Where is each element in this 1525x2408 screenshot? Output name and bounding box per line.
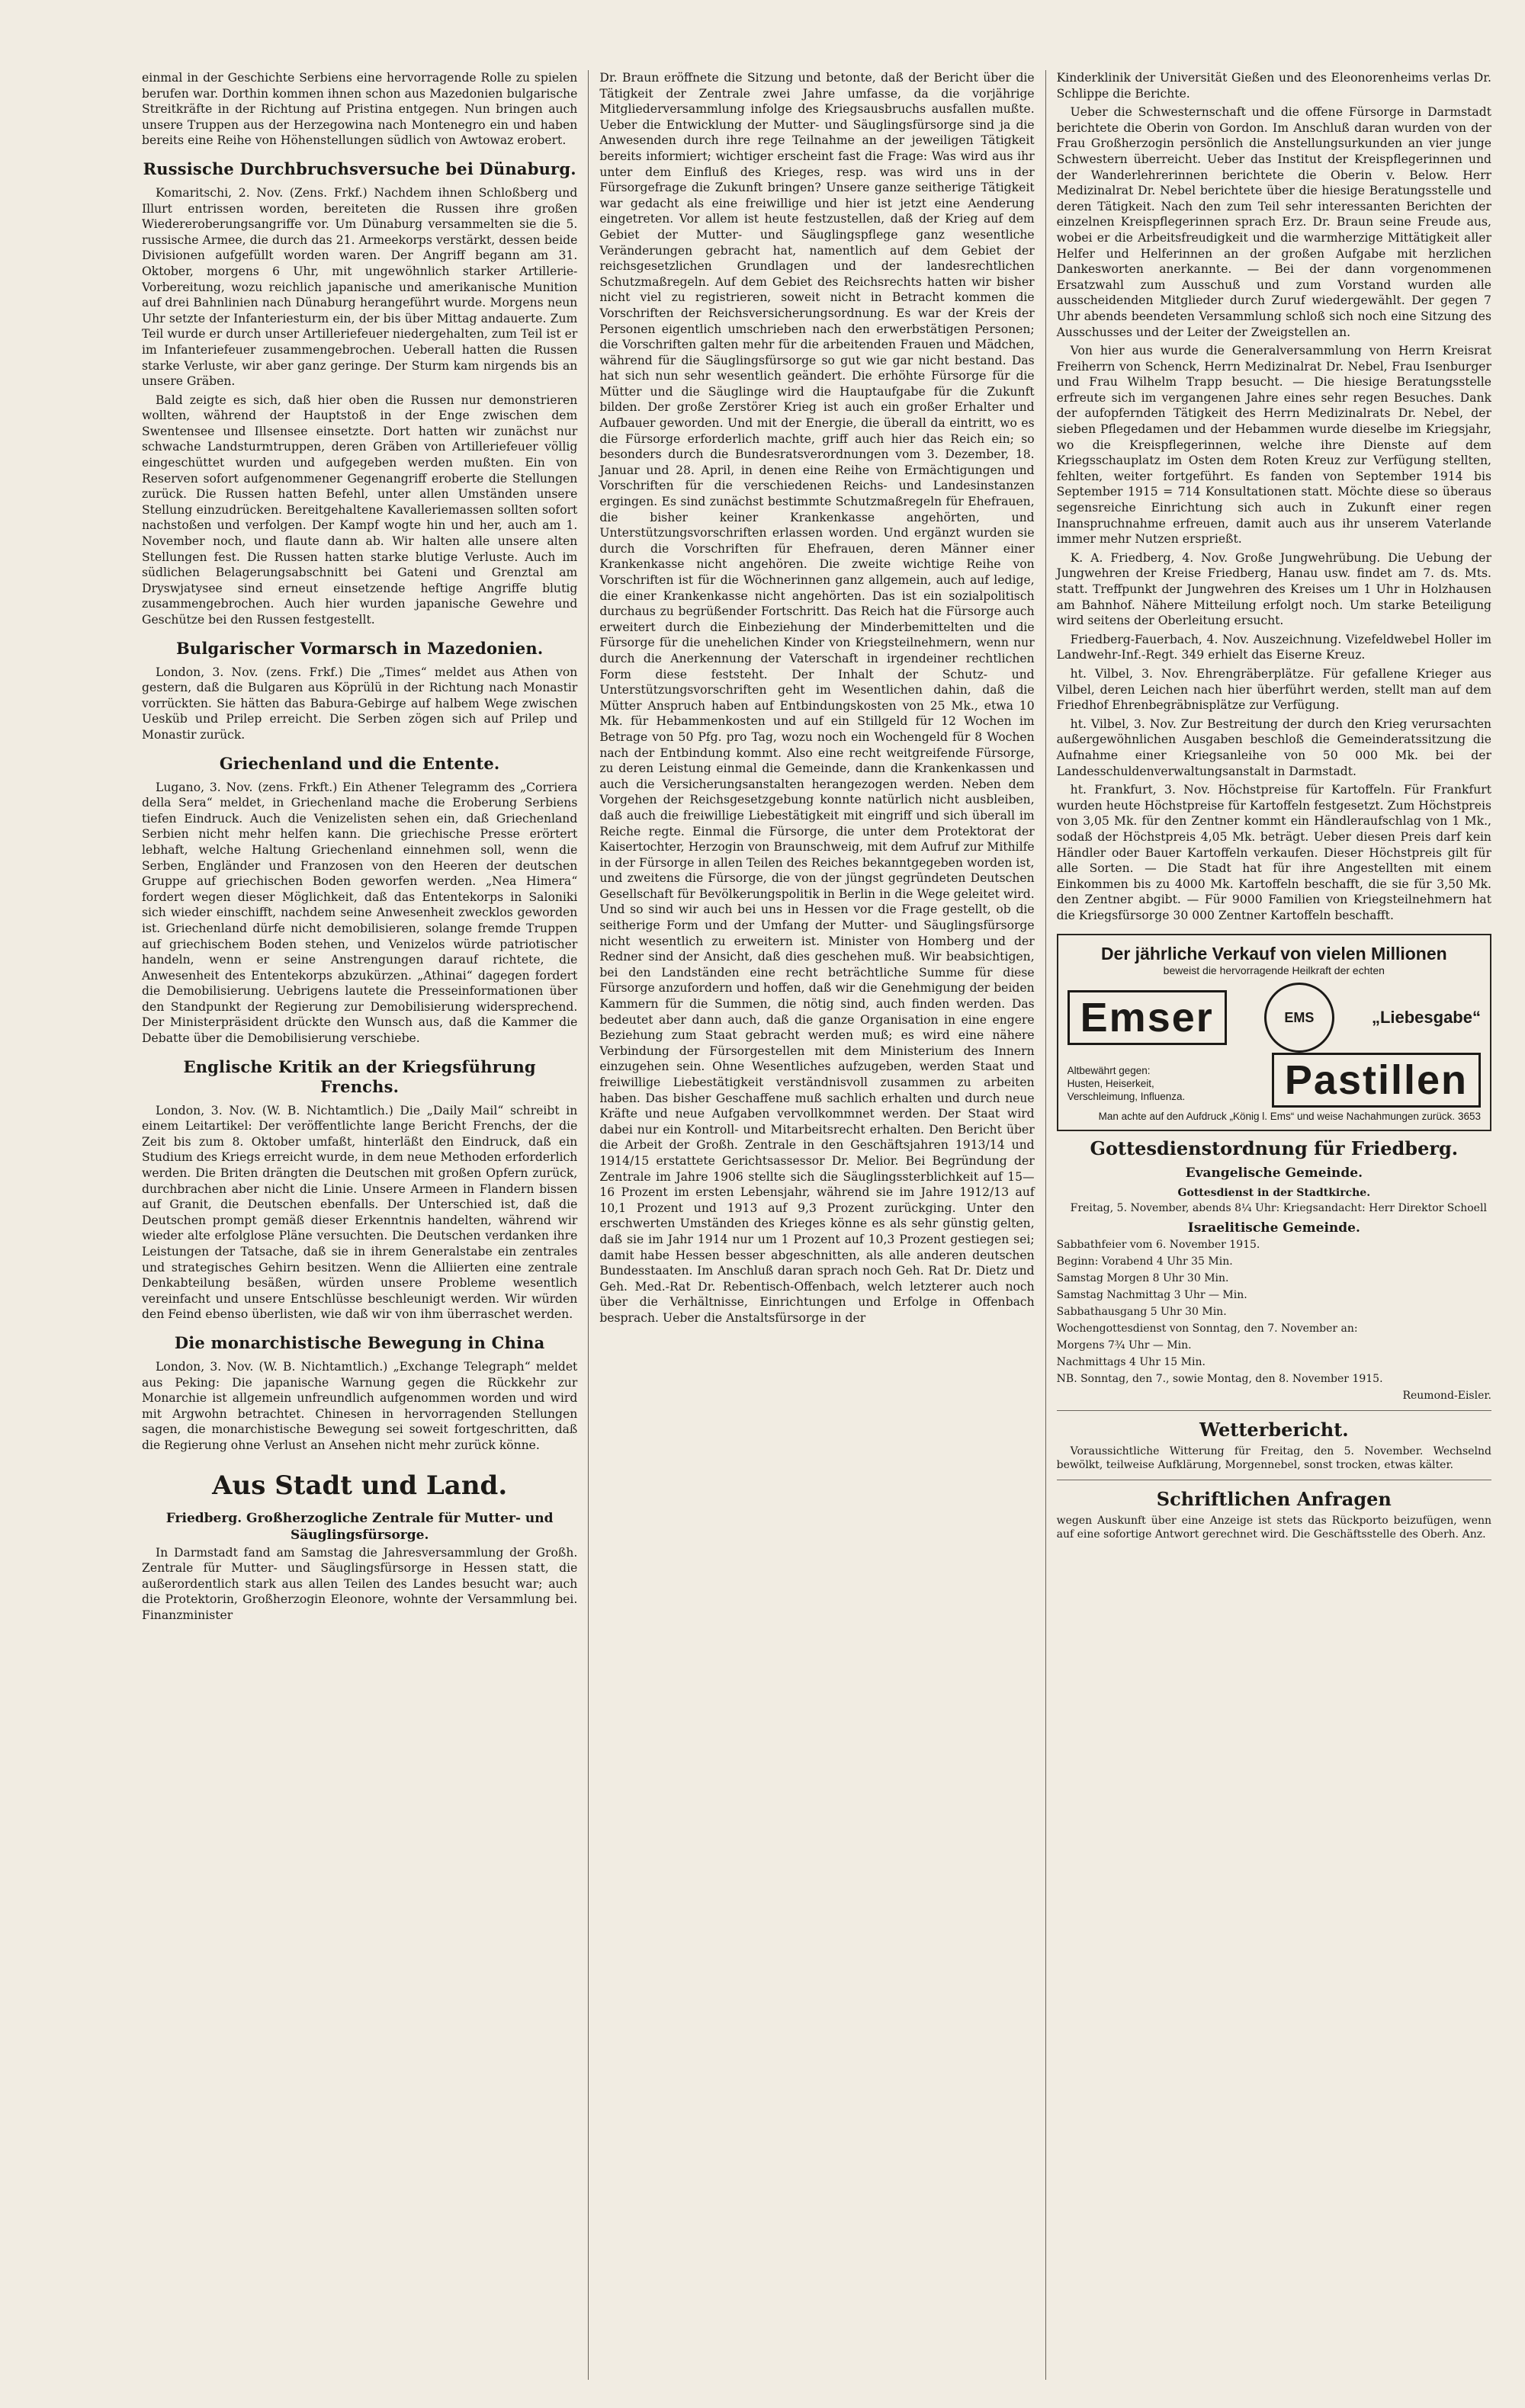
ad-brand: Emser bbox=[1068, 990, 1227, 1045]
article-china: London, 3. Nov. (W. B. Nichtamtlich.) „Exchange Telegraph“ meldet aus Peking: Die japanische Warnung gegen die Rückkehr zur Monarchie ist allgemein unfreundlich aufgenommen worden und wird mit Argwohn betrachtet. Chinesen in hervorragenden Stellungen sagen, die monarchistische Bewegung sei soweit fortgeschritten, daß die Regierung ohne Verlust an Ansehen nicht mehr zurück könne. bbox=[142, 1359, 578, 1452]
article-beratungsstelle: Von hier aus wurde die Generalversammlung von Herrn Kreisrat Freiherrn von Schenck, Herrn Medizinalrat Dr. Nebel, Frau Isenburger und Frau Wilhelm Trapp besucht. — Die hiesige Beratungsstelle erfreute sich im vergangenen Jahre eines sehr regen Besuches. Dank der aufopfernden Tätigkeit des Herrn Medizinalrats Dr. Nebel, der sieben Pflegedamen und der Hebammen wurde dieselbe im Kriegsjahr, wo die Kreispflegerinnen, welche ihre Dienste auf dem Kriegsschauplatz im Osten dem Roten Kreuz zur Verfügung stellten, fehlten, weiter fortgeführt. Es fanden von September 1914 bis September 1915 = 714 Konsultationen statt. Möchte diese so überaus segensreiche Einrichtung sich auch in Zukunft einer regen Inanspruchnahme erfreuen, damit auch aus ihr unserem Vaterlande immer mehr Nutzen ersprießt. bbox=[1056, 344, 1491, 547]
isr-signature: Reumond-Eisler. bbox=[1402, 1390, 1491, 1403]
column-2 bbox=[588, 70, 1045, 2380]
weather-text: Voraussichtliche Witterung für Freitag, den 5. November. Wechselnd bewölkt, teilweise Aufklärung, Morgennebel, sonst trocken, etwas kälter. bbox=[1056, 1445, 1491, 1472]
headline-greece: Griechenland und die Entente. bbox=[219, 753, 500, 773]
ev-heading: Evangelische Gemeinde. bbox=[1185, 1166, 1363, 1182]
column-3 bbox=[1045, 70, 1502, 2380]
ev-subheading: Gottesdienst in der Stadtkirche. bbox=[1177, 1187, 1371, 1200]
headline-duenaburg: Russische Durchbruchsversuche bei Dünaburg. bbox=[143, 159, 576, 178]
ad-line-3: Verschleimung, Influenza. bbox=[1067, 1090, 1186, 1102]
isr-line-2: Beginn: Vorabend 4 Uhr 35 Min. bbox=[1056, 1255, 1233, 1268]
article-zentrale-end: Kinderklinik der Universität Gießen und des Eleonorenheims verlas Dr. Schlippe die Berichte. bbox=[1056, 71, 1491, 101]
ad-subline: beweist die hervorragende Heilkraft der echten bbox=[1163, 964, 1385, 977]
column-container bbox=[131, 70, 1502, 2380]
anfragen-text: wegen Auskunft über eine Anzeige ist stets das Rückporto beizufügen, wenn auf eine sofortige Antwort gerechnet wird. Die Geschäftsstelle des Oberh. Anz. bbox=[1056, 1515, 1491, 1541]
isr-line-7: Morgens 7¾ Uhr — Min. bbox=[1056, 1339, 1192, 1352]
isr-line-6: Wochengottesdienst von Sonntag, den 7. November an: bbox=[1056, 1323, 1358, 1335]
serbia-intro: einmal in der Geschichte Serbiens eine hervorragende Rolle zu spielen berufen war. Dorthin kommen ihnen schon aus Mazedonien bulgarische Streitkräfte in der Richtung auf Pristina entgegen. Nun bringen auch unsere Truppen aus der Herzegowina nach Montenegro ein und haben bereits eine Reihe von Höhenstellungen südlich von Awtowaz erobert. bbox=[142, 71, 578, 148]
article-zentrale-start: In Darmstadt fand am Samstag die Jahresversammlung der Großh. Zentrale für Mutter- und Säuglingsfürsorge in Hessen statt, die außerordentlich stark aus allen Teilen des Landes besucht war; auch die Protektorin, Großherzogin Eleonore, wohnte der Versammlung bei. Finanzminister bbox=[142, 1545, 578, 1622]
ad-headline: Der jährliche Verkauf von vielen Millionen bbox=[1100, 944, 1447, 964]
isr-line-4: Samstag Nachmittag 3 Uhr — Min. bbox=[1056, 1289, 1247, 1302]
ad-product: Pastillen bbox=[1272, 1053, 1481, 1108]
article-duenaburg-2: Bald zeigte es sich, daß hier oben die Russen nur demonstrieren wollten, während der Hauptstoß in der Enge zwischen dem Swentensee und Illsensee einsetzte. Dort hatten wir zunächst nur schwache Landsturmtruppen, deren Gräben von Artilleriefeuer völlig eingeschüttet wurden und aufgegeben werden mußten. Ein von Reserven sofort aufgenommener Gegenangriff eroberte die Stellungen zurück. Die Russen hatten Befehl, unter allen Umständen unsere Stellung einzudrücken. Bereitgehaltene Kavalleriemassen sollten sofort nachstoßen und verfolgen. Der Kampf wogte hin und her, auch am 1. November noch, und flaute dann ab. Wir halten alle unsere alten Stellungen fest. Die Russen hatten starke blutige Verluste. Auch im südlichen Belagerungsabschnitt bei Gateni und Grenztal am Dryswjatysee sind erneut einsetzende heftige Angriffe blutig zusammengebrochen. Auch hier wurden japanische Gewehre und Geschütze bei den Russen festgestellt. bbox=[142, 393, 578, 627]
ad-code: 3653 bbox=[1457, 1111, 1481, 1123]
ad-footnote bbox=[1068, 1111, 1481, 1122]
ad-brand-row bbox=[1068, 983, 1481, 1053]
ad-line-2: Husten, Heiserkeit, bbox=[1067, 1077, 1154, 1089]
ev-service: Freitag, 5. November, abends 8¼ Uhr: Kriegsandacht: Herr Direktor Schoell bbox=[1070, 1202, 1487, 1215]
notice-kriegsanleihe: ht. Vilbel, 3. Nov. Zur Bestreitung der durch den Krieg verursachten außergewöhnlichen Ausgaben beschloß die Gemeinderatssitzung die Aufnahme einer Kriegsanleihe von 50 000 Mk. bei der Landesschuldenverwaltungsanstalt in Darmstadt. bbox=[1056, 717, 1491, 778]
article-schwesternschaft: Ueber die Schwesternschaft und die offene Fürsorge in Darmstadt berichtete die Oberin von Gordon. Im Anschluß daran wurden von der Frau Großherzogin persönlich die Anstellungsurkunden an vier junge Schwestern überreicht. Ueber das Institut der Kreispflegerinnen und der Wanderlehrerinnen berichtete die Oberin v. Below. Herr Medizinalrat Dr. Nebel berichtete über die hiesige Beratungsstelle und deren Tätigkeit. Nach den zum Teil sehr interessanten Berichten der einzelnen Kreispflegerinnen sprach Erz. Dr. Braun seine Freude aus, wobei er die Arbeitsfreudigkeit und die warmherzige Mittätigkeit aller Helfer und Helferinnen an der großen Aufgabe mit herzlichen Dankesworten anerkannte. — Bei der dann vorgenommenen Ersatzwahl zum Ausschuß und zum Vorstand wurden alle ausscheidenden Mitglieder durch Zuruf wiedergewählt. Der gegen 7 Uhr abends beendeten Versammlung schloß sich noch eine Sitzung des Ausschusses und der Leiter der Zweigstellen an. bbox=[1056, 105, 1491, 339]
isr-heading: Israelitische Gemeinde. bbox=[1187, 1220, 1360, 1236]
headline-gottesdienst: Gottesdienstordnung für Friedberg. bbox=[1090, 1137, 1459, 1160]
headline-french: Englische Kritik an der Kriegsführung Frenchs. bbox=[183, 1057, 536, 1096]
notice-kartoffelpreise: ht. Frankfurt, 3. Nov. Höchstpreise für Kartoffeln. Für Frankfurt wurden heute Höchstpreise für Kartoffeln festgesetzt. Zum Höchstpreis von 3,05 Mk. für den Zentner kommt ein Händleraufschlag von 1 Mk., sodaß der Höchstpreis 4,05 Mk. beträgt. Ueber diesen Preis darf kein Händler oder Bauer Kartoffeln verkaufen. Dieser Höchstpreis gilt für alle Sorten. — Die Stadt hat für ihre Angestellten mit einem Einkommen bis zu 4000 Mk. Kartoffeln beschafft, die sie für 3,50 Mk. den Zentner abgibt. — Für 9000 Familien von Kriegsteilnehmern hat die Kriegsfürsorge 30 000 Zentner Kartoffeln beschafft. bbox=[1056, 783, 1491, 922]
ems-badge-icon: EMS bbox=[1264, 983, 1334, 1053]
section-title-stadt-land: Aus Stadt und Land. bbox=[212, 1470, 508, 1501]
notice-jungwehr: K. A. Friedberg, 4. Nov. Große Jungwehrübung. Die Uebung der Jungwehren der Kreise Friedberg, Hanau usw. findet am 7. ds. Mts. statt. Treffpunkt der Jungwehren des Kreises um 1 Uhr in Holzhausen am Bahnhof. Nähere Mitteilung erfolgt noch. Um starke Beteiligung wird seitens der Oberleitung ersucht. bbox=[1056, 550, 1491, 628]
ad-indications bbox=[1068, 1064, 1186, 1103]
article-greece: Lugano, 3. Nov. (zens. Frkft.) Ein Athener Telegramm des „Corriera della Sera“ meldet, in Griechenland mache die Eroberung Serbiens tiefen Eindruck. Auch die Venizelisten sehen ein, daß Griechenland Serbien nicht mehr helfen kann. Die griechische Presse erörtert lebhaft, welche Haltung Griechenland einnehmen soll, wenn die Serben, Engländer und Franzosen von den Heeren der deutschen Gruppe auf griechischen Boden geworfen werden. „Nea Himera“ fordert wegen dieser Möglichkeit, daß das Ententekorps in Saloniki sich wieder einschifft, nachdem seine Anwesenheit zwecklos geworden ist. Griechenland dürfe nicht demobilisieren, solange fremde Truppen auf griechischem Boden stehen, und Venizelos würde patriotischer handeln, wenn er seine Anstrengungen darauf richtete, die Anwesenheit des Ententekorps abzukürzen. „Athinai“ dagegen fordert die Demobilisierung. Uebrigens lautete die Presseinformationen über den Standpunkt der Regierung zur Demobilisierung widersprechend. Der Ministerpräsident drückte den Wunsch aus, daß die Kammer die Debatte über die Demobilisierung verschiebe. bbox=[142, 780, 578, 1046]
isr-line-3: Samstag Morgen 8 Uhr 30 Min. bbox=[1056, 1272, 1229, 1285]
ad-line-1: Altbewährt gegen: bbox=[1067, 1064, 1151, 1076]
emser-pastillen-ad bbox=[1057, 934, 1491, 1131]
article-french: London, 3. Nov. (W. B. Nichtamtlich.) Die „Daily Mail“ schreibt in einem Leitartikel: Der veröffentlichte lange Bericht Frenchs, der die Zeit bis zum 8. Oktober umfaßt, hinterläßt den Eindruck, daß ein Studium des Kriegs erreicht wurde, in dem neue Methoden erforderlich werden. Die Briten drängten die Deutschen mit großen Opfern zurück, durchbrachen aber nicht die Linie. Unsere Armeen in Flandern bissen auf Granit, die Deutschen ebenfalls. Der Unterschied ist, daß die Deutschen prompt gemäß dieser Erkenntnis handelten, während wir wieder alte erfolglose Pläne versuchten. Die Deutschen verdanken ihre Leistungen der Tatsache, daß sie in ihrem Generalstabe ein zentrales und strategisches Gehirn besitzen. Wenn die Alliierten eine zentrale Denkabteilung besäßen, würden unsere Probleme wesentlich vereinfacht und unsere Entschlüsse beschleunigt werden. Wir würden den Feind ebenso überlisten, wie daß wir von ihm überraschet werden. bbox=[142, 1103, 578, 1322]
headline-friedberg-zentrale: Friedberg. Großherzogliche Zentrale für Mutter- und Säuglingsfürsorge. bbox=[165, 1510, 554, 1543]
headline-anfragen: Schriftlichen Anfragen bbox=[1156, 1488, 1392, 1511]
notice-ehrengraeber: ht. Vilbel, 3. Nov. Ehrengräberplätze. Für gefallene Krieger aus Vilbel, deren Leichen nach hier überführt werden, stellt man auf dem Friedhof Ehrenbegräbnisplätze zur Verfügung. bbox=[1056, 666, 1491, 713]
isr-line-1: Sabbathfeier vom 6. November 1915. bbox=[1056, 1239, 1260, 1252]
divider bbox=[1057, 1410, 1491, 1411]
article-duenaburg-1: Komaritschi, 2. Nov. (Zens. Frkf.) Nachdem ihnen Schloßberg und Illurt entrissen worden, bereiteten die Russen ihre großen Wiedereroberungsangriffe vor. Um Dünaburg versammelten sie die 5. russische Armee, die durch das 21. Armeekorps verstärkt, dessen beide Divisionen aufgefüllt worden waren. Der Angriff begann am 31. Oktober, morgens 6 Uhr, mit ungewöhnlich starker Artillerie-Vorbereitung, wozu reichlich japanische und amerikanische Munition auf drei Bahnlinien nach Dünaburg herangeführt wurde. Morgens neun Uhr setzte der Infanteriesturm ein, der bis über Mittag andauerte. Zum Teil wurde er durch unser Artilleriefeuer niedergehalten, zum Teil ist er im Infanteriefeuer zusammengebrochen. Ueberall hatten die Russen starke Verluste, wir aber ganz geringe. Der Sturm kam nirgends bis an unsere Gräben. bbox=[142, 185, 578, 389]
ad-note: Man achte auf den Aufdruck „König l. Ems“ und weise Nachahmungen zurück. bbox=[1098, 1111, 1456, 1123]
isr-line-9: NB. Sonntag, den 7., sowie Montag, den 8. November 1915. bbox=[1056, 1373, 1383, 1386]
headline-china: Die monarchistische Bewegung in China bbox=[174, 1332, 545, 1352]
article-bulgaria: London, 3. Nov. (zens. Frkf.) Die „Times“ meldet aus Athen von gestern, daß die Bulgaren aus Köprülü in der Richtung nach Monastir vorrückten. Sie hätten das Babura-Gebirge auf halbem Wege zwischen Uesküb und Prilep erreicht. Die Serben zögen sich auf Prilep und Monastir zurück. bbox=[142, 665, 578, 742]
notice-auszeichnung: Friedberg-Fauerbach, 4. Nov. Auszeichnung. Vizefeldwebel Holler im Landwehr-Inf.-Regt. 349 erhielt das Eiserne Kreuz. bbox=[1056, 632, 1491, 662]
headline-bulgaria: Bulgarischer Vormarsch in Mazedonien. bbox=[175, 638, 544, 658]
ad-tagline: „Liebesgabe“ bbox=[1371, 1008, 1481, 1028]
headline-wetter: Wetterbericht. bbox=[1199, 1419, 1349, 1441]
isr-line-8: Nachmittags 4 Uhr 15 Min. bbox=[1056, 1356, 1206, 1369]
ad-product-row bbox=[1068, 1053, 1481, 1108]
article-zentrale-continued: Dr. Braun eröffnete die Sitzung und betonte, daß der Bericht über die Tätigkeit der Zentrale zwei Jahre umfasse, da die vorjährige Mitgliederversammlung infolge des Kriegsausbruchs ausfallen mußte. Ueber die Entwicklung der Mutter- und Säuglingsfürsorge sind ja die Anwesenden durch ihre rege Teilnahme an der jeweiligen Tätigkeit bereits informiert; wichtiger erscheint fast die Frage: Was wird aus ihr unter dem Einfluß des Krieges, resp. was wird uns in der Fürsorgefrage die Zukunft bringen? Unsere ganze seitherige Tätigkeit war gedacht als eine freiwillige und hier ist jetzt eine Aenderung eingetreten. Vor allem ist heute festzustellen, daß der Krieg auf dem Gebiet der Mutter- und Säuglingspflege ganz wesentliche Veränderungen gebracht hat, namentlich auf dem Gebiet der reichsgesetzlichen Grundlagen und der landesrechtlichen Schutzmaßregeln. Auf dem Gebiet des Reichsrechts hatten wir bisher nicht viel zu registrieren, soweit nicht in Betracht kommen die Vorschriften der Reichsversicherungsordnung. Es war der Kreis der Personen eigentlich umschrieben nach den erwerbstätigen Personen; die Vorschriften galten mehr für die arbeitenden Frauen und Mädchen, während für die Säuglingsfürsorge so gut wie gar nicht bestand. Das hat sich nun sehr wesentlich geändert. Die erhöhte Fürsorge für die Mütter und die Säuglinge wird die Hauptaufgabe für die Zukunft bilden. Der große Zerstörer Krieg ist auch ein großer Erhalter und Aufbauer geworden. Und mit der Energie, die überall da eintritt, wo es die Fürsorge erforderlich machte, griff auch hier das Reich ein; so besonders durch die Bundesratsverordnungen vom 3. Dezember, 18. Januar und 28. April, in denen eine Reihe von Ermächtigungen und Vorschriften für die verschiedenen Reichs- und Landesinstanzen ergingen. Es sind zunächst bestimmte Schutzmaßregeln für Ehefrauen, die bisher keiner Krankenkasse angehörten, und Unterstützungsvorschriften erlassen worden. Und ergänzt wurden sie durch die Vorschriften für Ehefrauen, deren Männer einer Krankenkasse nicht angehören. Die zweite wichtige Reihe von Vorschriften ist für die Wöchnerinnen ganz allgemein, auch auf ledige, die einer Krankenkasse nicht angehörten. Das ist ein sozialpolitisch durchaus zu begrüßender Fortschritt. Das Reich hat die Fürsorge auch erweitert durch die Einbeziehung der Minderbemittelten und die Fürsorge für die unehelichen Kinder von Kriegsteilnehmern, wenn nur durch die Anerkennung der Vaterschaft in irgendeiner rechtlichen Form diese feststeht. Der Inhalt der Schutz- und Unterstützungsvorschriften geht im Wesentlichen dahin, daß die Mütter Anspruch haben auf Entbindungskosten von 25 Mk., etwa 10 Mk. für Hebammenkosten und auf ein Stillgeld für 12 Wochen im Betrage von 50 Pfg. pro Tag, wozu noch ein Wochengeld für 8 Wochen nach der Entbindung kommt. Also eine recht weitgreifende Fürsorge, zu deren Leistung einmal die Gemeinde, dann die Krankenkassen und auch die Versicherungsanstalten herangezogen werden. Neben dem Vorgehen der Reichsgesetzgebung konnte natürlich nicht ausbleiben, daß auch die freiwillige Liebestätigkeit mit eingriff und sich überall im Reiche regte. Einmal die Fürsorge, die unter dem Protektorat der Kaisertochter, Herzogin von Braunschweig, mit dem Aufruf zur Mithilfe in der Fürsorge in allen Teilen des Reiches bekanntgegeben worden ist, und zweitens die Fürsorge, die von der jüngst gegründeten Deutschen Gesellschaft für Bevölkerungspolitik in Berlin in die Wege geleitet wird. Und so sind wir auch bei uns in Hessen vor die Frage gestellt, ob die seitherige Form und der Umfang der Mutter- und Säuglingsfürsorge nicht wesentlich zu erweitern ist. Minister von Homberg und der Redner sind der Ansicht, daß dies geschehen muß. Wir beabsichtigen, bei den Landständen eine recht beträchtliche Summe für diese Fürsorge anzufordern und hoffen, daß wir die Genehmigung der beiden Kammern für die Summen, die nötig sind, auch finden werden. Das bedeutet aber dann auch, daß die ganze Organisation in eine engere Beziehung zum Staat gebracht werden muß; es wird eine nähere Verbindung der Fürsorgestellen mit dem Ministerium des Innern einzugehen sein. Ohne Wesentliches aufzugeben, werden Staat und freiwillige Liebestätigkeit verständnisvoll zusammen zu arbeiten haben. Das bisher Geschaffene muß sachlich erhalten und durch neue Kräfte und neue Aufgaben vervollkommnet werden. Der Staat wird dabei nur ein Kontroll- und Mitarbeitsrecht erhalten. Den Bericht über die Arbeit der Großh. Zentrale in den Geschäftsjahren 1913/14 und 1914/15 erstattete Gerichtsassessor Dr. Melior. Bei Begründung der Zentrale im Jahre 1906 stellte sich die Säuglingssterblichkeit auf 15—16 Prozent im ersten Lebensjahr, während sie im Jahre 1912/13 auf 10,1 Prozent und 1913 auf 9,3 Prozent zurückging. Unter den erschwerten Umständen des Krieges könne es als sehr günstig gelten, daß sie im Jahr 1914 nur um 1 Prozent auf 10,3 Prozent gestiegen sei; damit habe Hessen besser abgeschnitten, als alle anderen deutschen Bundesstaaten. Im Anschluß daran sprach noch Geh. Rat Dr. Dietz und Geh. Med.-Rat Dr. Rebentisch-Offenbach, welch letzterer auch noch über die Verhältnisse, Einrichtungen und Erfolge in Offenbach besprach. Ueber die Anstaltsfürsorge in der bbox=[599, 71, 1035, 1325]
isr-line-5: Sabbathausgang 5 Uhr 30 Min. bbox=[1056, 1306, 1227, 1319]
column-1 bbox=[131, 70, 588, 2380]
